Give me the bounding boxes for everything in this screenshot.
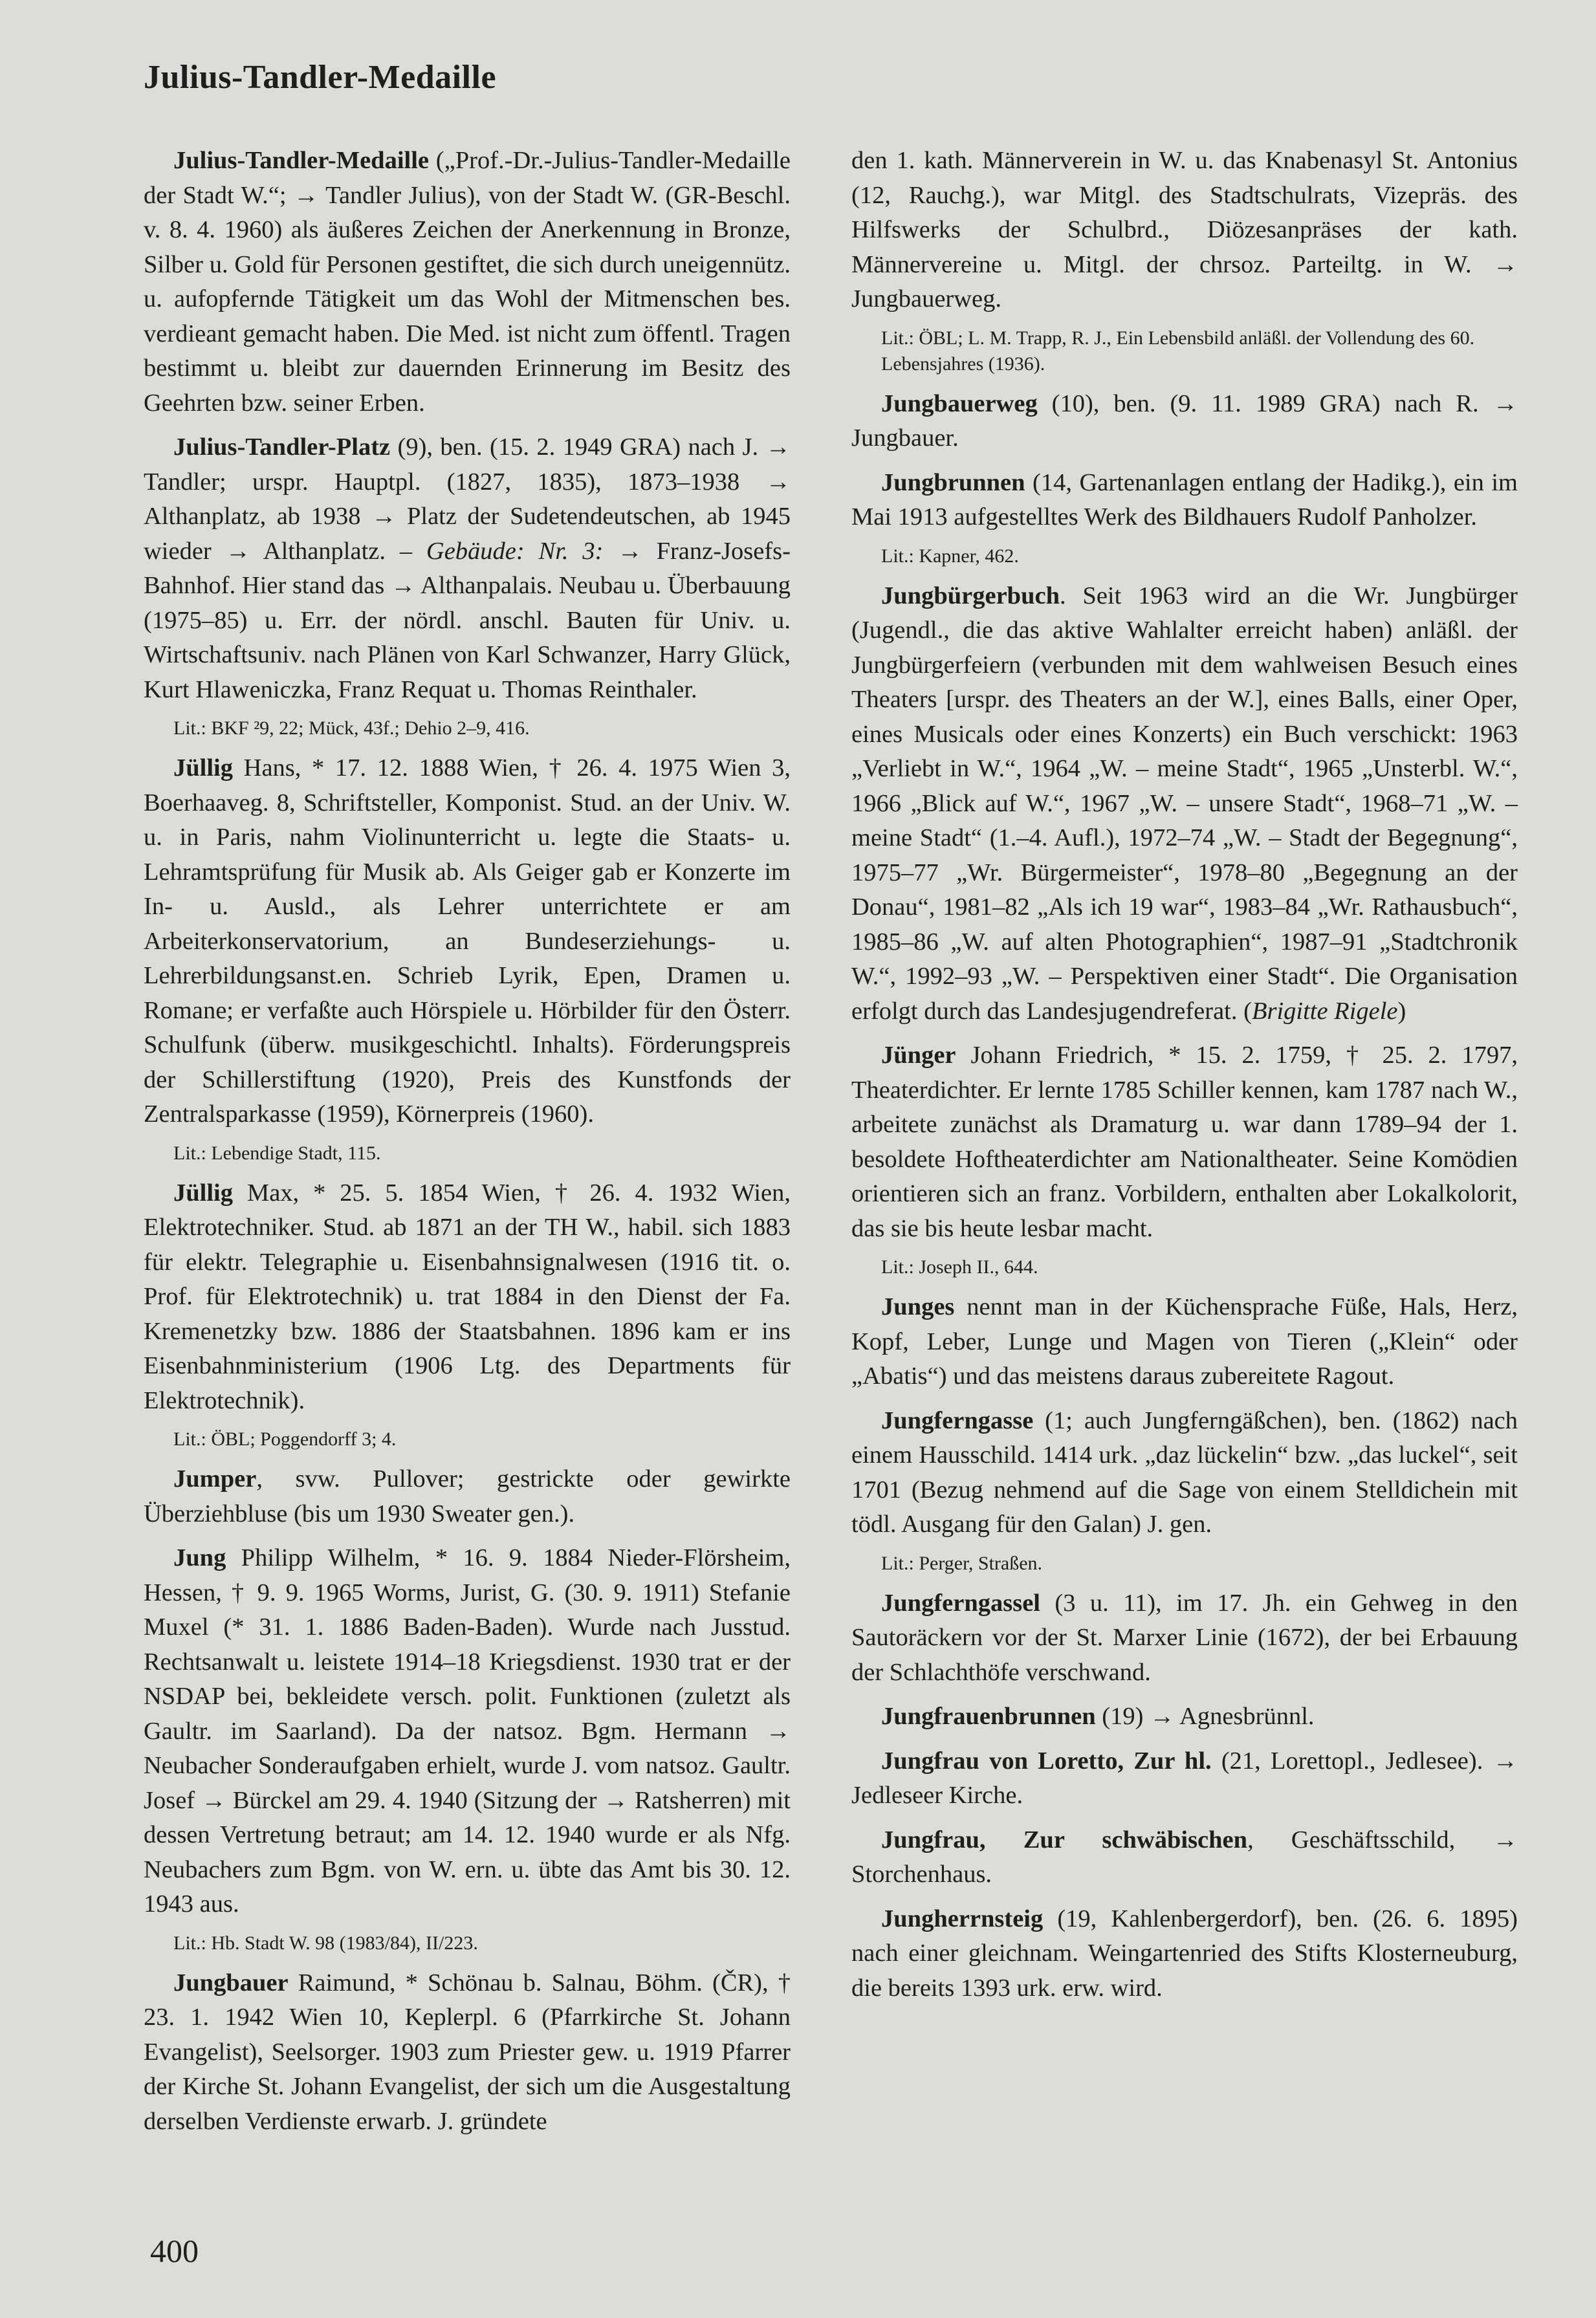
entry-literature: Lit.: Hb. Stadt W. 98 (1983/84), II/223.	[173, 1932, 478, 1954]
entry-text: Raimund, * Schönau b. Salnau, Böhm. (ČR), † 23. 1. 1942 Wien 10, Keplerpl. 6 (Pfarrkirche St. Johann Evangelist), Seelsorger. 1903 zum Priester gew. u. 1919 Pfarrer der Kirche St. Johann Evangelist, der sich um die Ausgestaltung derselben Verdienste erwarb. J. gründete	[144, 1969, 791, 2135]
entry-jungbuergerbuch	[851, 579, 1518, 1029]
entry-jung-philipp	[144, 1541, 791, 1922]
entry-headword: Jungfrau, Zur schwäbischen	[881, 1826, 1248, 1853]
right-column	[851, 144, 1518, 2015]
entry-text: Max, * 25. 5. 1854 Wien, † 26. 4. 1932 Wien, Elektrotechniker. Stud. ab 1871 an der TH W., habil. sich 1883 für elektr. Telegraphie u. Eisenbahnsignalwesen (1916 tit. o. Prof. für Elektrotechnik) u. trat 1884 in den Dienst der Fa. Kremenetzky bzw. 1886 der Staatsbahnen. 1896 kam er ins Eisenbahnministerium (1906 Ltg. des Departments für Elektrotechnik).	[144, 1179, 791, 1414]
entry-literature: Lit.: BKF ²9, 22; Mück, 43f.; Dehio 2–9, 416.	[173, 717, 530, 739]
page-number: 400	[150, 2233, 199, 2269]
entry-headword: Jungferngasse	[881, 1406, 1034, 1434]
entry-text: (19) → Agnesbrünnl.	[1095, 1703, 1315, 1730]
entry-headword: Jungbrunnen	[881, 468, 1025, 496]
entry-text: → Franz-Josefs-Bahnhof. Hier stand das → Althanpalais. Neubau u. Überbauung (1975–85) u. Err. der nördl. anschl. Bauten für Univ. u. Wirtschaftsuniv. nach Plänen von Karl Schwanzer, Harry Glück, Kurt Hlaweniczka, Franz Requat u. Thomas Reinthaler.	[144, 537, 791, 703]
entry-literature: Lit.: ÖBL; L. M. Trapp, R. J., Ein Lebensbild anläßl. der Vollendung des 60. Lebensjahres (1936).	[881, 327, 1475, 375]
entry-jungbauer	[144, 1966, 791, 2139]
entry-headword: Julius-Tandler-Platz	[173, 433, 391, 461]
entry-jungferngassel	[851, 1586, 1518, 1690]
entry-headword: Jumper	[173, 1465, 257, 1492]
entry-literature: Lit.: Kapner, 462.	[881, 545, 1019, 567]
entry-headword: Jüllig	[173, 754, 234, 782]
entry-text: . Seit 1963 wird an die Wr. Jungbürger (Jugendl., die das aktive Wahlalter erreicht haben) anläßl. der Jungbürgerfeiern (verbunden mit dem wahlweisen Besuch eines Theaters [urspr. des Theaters an der W.], eines Balls, einer Oper, eines Musicals oder eines Konzerts) ein Buch verschickt: 1963 „Verliebt in W.“, 1964 „W. – meine Stadt“, 1965 „Unsterbl. W.“, 1966 „Blick auf W.“, 1967 „W. – unsere Stadt“, 1968–71 „W. – meine Stadt“ (1.–4. Aufl.), 1972–74 „W. – Stadt der Begegnung“, 1975–77 „Wr. Bürgermeister“, 1978–80 „Begegnung an der Donau“, 1981–82 „Als ich 19 war“, 1983–84 „Wr. Rathausbuch“, 1985–86 „W. auf alten Photographien“, 1987–91 „Stadtchronik W.“, 1992–93 „W. – Perspektiven einer Stadt“. Die Organisation erfolgt durch das Landesjugendreferat. (	[851, 582, 1518, 1025]
entry-jumper	[144, 1462, 791, 1531]
entry-juellig-hans	[144, 751, 791, 1132]
entry-text: (19, Kahlenbergerdorf), ben. (26. 6. 1895) nach einer gleichnam. Weingartenried des Stifts Klosterneuburg, die bereits 1393 urk. erw. wird.	[851, 1905, 1518, 2002]
entry-author: Brigitte Rigele	[1251, 997, 1398, 1025]
entry-headword: Jung	[173, 1544, 226, 1571]
entry-text: nennt man in der Küchensprache Füße, Hals, Herz, Kopf, Leber, Lunge und Magen von Tieren („Klein“ oder „Abatis“) und das meistens daraus zubereitete Ragout.	[851, 1293, 1518, 1390]
entry-jungferngasse	[851, 1404, 1518, 1542]
running-head: Julius-Tandler-Medaille	[144, 59, 497, 96]
entry-julius-tandler-platz	[144, 430, 791, 707]
entry-headword: Jünger	[881, 1042, 956, 1069]
entry-jungfrauenbrunnen	[851, 1700, 1518, 1734]
entry-headword: Jungferngassel	[881, 1589, 1040, 1617]
left-column	[144, 144, 791, 2149]
entry-text: (1; auch Jungferngäßchen), ben. (1862) nach einem Hausschild. 1414 urk. „daz lückelin“ bzw. „das luckel“, seit 1701 (Bezug nehmend auf die Sage von einem Stelldichein mit tödl. Ausgang für den Galan) J. gen.	[851, 1406, 1518, 1538]
entry-headword: Jungbürgerbuch	[881, 582, 1060, 609]
entry-literature: Lit.: Lebendige Stadt, 115.	[173, 1142, 381, 1164]
entry-headword: Jungfrauenbrunnen	[881, 1703, 1096, 1730]
entry-text: (3 u. 11), im 17. Jh. ein Gehweg in den Sautoräckern vor der St. Marxer Linie (1672), der bei Erbauung der Schlachthöfe verschwand.	[851, 1589, 1518, 1686]
entry-julius-tandler-medaille	[144, 144, 791, 421]
entry-literature: Lit.: Joseph II., 644.	[881, 1256, 1038, 1278]
entry-text: )	[1397, 997, 1406, 1025]
entry-text: („Prof.-Dr.-Julius-Tandler-Medaille der Stadt W.“; → Tandler Julius), von der Stadt W. (GR-Beschl. v. 8. 4. 1960) als äußeres Zeichen der Anerkennung in Bronze, Silber u. Gold für Personen gestiftet, die sich durch uneigennütz. u. aufopfernde Tätigkeit um das Wohl der Mitmenschen bes. verdieant gemacht haben. Die Med. ist nicht zum öffentl. Tragen bestimmt u. bleibt zur dauernden Erinnerung im Besitz des Geehrten bzw. seiner Erben.	[144, 147, 791, 417]
entry-jungfrau-von-loretto	[851, 1744, 1518, 1813]
entry-headword: Jungbauer	[173, 1969, 289, 1996]
entry-headword: Jungbauerweg	[881, 389, 1038, 417]
entry-juenger	[851, 1038, 1518, 1246]
entry-jungbrunnen	[851, 466, 1518, 535]
entry-text: , svw. Pullover; gestrickte oder gewirkte Überziehbluse (bis um 1930 Sweater gen.).	[144, 1465, 791, 1527]
entry-text: (10), ben. (9. 11. 1989 GRA) nach R. → Jungbauer.	[851, 389, 1518, 452]
entry-headword: Julius-Tandler-Medaille	[173, 147, 430, 174]
entry-headword: Jüllig	[173, 1179, 234, 1207]
entry-jungbauer-continued: den 1. kath. Männerverein in W. u. das Knabenasyl St. Antonius (12, Rauchg.), war Mitgl. des Stadtschulrats, Vizepräs. des Hilfswerks der Schulbrd., Diözesanpräses der kath. Männervereine u. Mitgl. der chrsoz. Parteiltg. in W. → Jungbauerweg.	[851, 147, 1518, 312]
entry-literature: Lit.: ÖBL; Poggendorff 3; 4.	[173, 1428, 397, 1450]
entry-literature: Lit.: Perger, Straßen.	[881, 1552, 1043, 1574]
entry-headword: Jungherrnsteig	[881, 1905, 1044, 1932]
entry-text: , Geschäftsschild, → Storchenhaus.	[851, 1826, 1518, 1888]
entry-jungbauerweg	[851, 387, 1518, 456]
entry-headword: Junges	[881, 1293, 955, 1320]
entry-jungherrnsteig	[851, 1902, 1518, 2006]
entry-italic-text: Gebäude: Nr. 3:	[426, 537, 604, 565]
entry-text: Johann Friedrich, * 15. 2. 1759, † 25. 2. 1797, Theaterdichter. Er lernte 1785 Schiller kennen, kam 1787 nach W., arbeitete zunächst als Dramaturg u. war dann 1789–94 der 1. besoldete Hoftheaterdichter am Nationaltheater. Seine Komödien orientieren sich an franz. Vorbildern, enthalten aber Lokalkolorit, das sie bis heute lesbar macht.	[851, 1042, 1518, 1242]
entry-junges	[851, 1290, 1518, 1394]
entry-text: Philipp Wilhelm, * 16. 9. 1884 Nieder-Flörsheim, Hessen, † 9. 9. 1965 Worms, Jurist, G. (30. 9. 1911) Stefanie Muxel (* 31. 1. 1886 Baden-Baden). Wurde nach Jusstud. Rechtsanwalt u. leistete 1914–18 Kriegsdienst. 1930 trat er der NSDAP bei, bekleidete versch. polit. Funktionen (zuletzt als Gaultr. im Saarland). Da der natsoz. Bgm. Hermann → Neubacher Sonderaufgaben erhielt, wurde J. vom natsoz. Gaultr. Josef → Bürckel am 29. 4. 1940 (Sitzung der → Ratsherren) mit dessen Vertretung betraut; am 14. 12. 1940 wurde er als Nfg. Neubachers zum Bgm. von W. ern. u. übte das Amt bis 30. 12. 1943 aus.	[144, 1544, 791, 1918]
entry-text: Hans, * 17. 12. 1888 Wien, † 26. 4. 1975 Wien 3, Boerhaaveg. 8, Schriftsteller, Komponist. Stud. an der Univ. W. u. in Paris, nahm Violinunterricht u. legte die Staats- u. Lehramtsprüfung für Musik ab. Als Geiger gab er Konzerte im In- u. Ausld., als Lehrer unterrichtete er am Arbeiterkonservatorium, an Bundeserziehungs- u. Lehrerbildungsanst.en. Schrieb Lyrik, Epen, Dramen u. Romane; er verfaßte auch Hörspiele u. Hörbilder für den Österr. Schulfunk (überw. musikgeschichtl. Inhalts). Förderungspreis der Schillerstiftung (1920), Preis des Kunstfonds der Zentralsparkasse (1959), Körnerpreis (1960).	[144, 754, 791, 1128]
entry-text: (9), ben. (15. 2. 1949 GRA) nach J. → Tandler; urspr. Hauptpl. (1827, 1835), 1873–1938 → Althanplatz, ab 1938 → Platz der Sudetendeutschen, ab 1945 wieder → Althanplatz. –	[144, 433, 791, 565]
entry-juellig-max	[144, 1176, 791, 1419]
entry-jungfrau-zur-schwaebischen	[851, 1823, 1518, 1892]
entry-text: (21, Lorettopl., Jedlesee). → Jedleseer Kirche.	[851, 1747, 1518, 1809]
entry-headword: Jungfrau von Loretto, Zur hl.	[881, 1747, 1212, 1775]
entry-text: (14, Gartenanlagen entlang der Hadikg.), ein im Mai 1913 aufgestelltes Werk des Bildhauers Rudolf Panholzer.	[851, 468, 1518, 530]
